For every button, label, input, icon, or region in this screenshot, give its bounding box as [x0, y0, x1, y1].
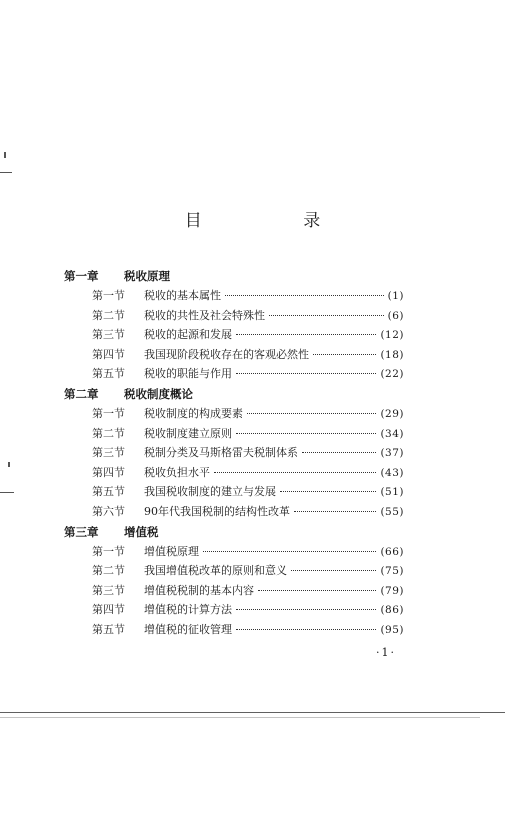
section-title: 税收制度建立原则	[144, 426, 232, 440]
dot-leader	[294, 511, 376, 512]
section-page: (18)	[380, 348, 404, 361]
chapter-heading	[64, 266, 404, 286]
section-page: (43)	[380, 466, 404, 479]
dot-leader	[236, 609, 376, 610]
chapter-number: 第二章	[64, 386, 99, 401]
scan-mark	[4, 152, 6, 158]
section-title: 增值税的计算方法	[144, 603, 232, 617]
section-page: (51)	[380, 486, 404, 499]
section-title: 税收的基本属性	[144, 289, 221, 302]
section-number: 第四节	[92, 465, 125, 479]
section-title: 税收的共性及社会特殊性	[144, 308, 265, 322]
toc-entry[interactable]	[64, 306, 404, 326]
dot-leader	[236, 373, 376, 374]
dot-leader	[302, 452, 376, 453]
chapter-2	[64, 384, 404, 522]
section-number: 第五节	[92, 367, 125, 381]
section-number: 第一节	[92, 289, 125, 302]
chapter-number: 第一章	[64, 269, 99, 283]
dot-leader	[214, 472, 376, 473]
divider	[0, 717, 480, 718]
section-page: (1)	[387, 290, 404, 302]
section-number: 第六节	[92, 504, 125, 518]
section-page: (6)	[387, 309, 404, 322]
section-number: 第三节	[92, 583, 125, 597]
section-list	[64, 542, 404, 640]
section-page: (29)	[380, 407, 404, 420]
toc-entry[interactable]	[64, 542, 404, 562]
section-title: 增值税的征收管理	[144, 622, 232, 636]
dot-leader	[225, 295, 384, 296]
section-page: (12)	[380, 329, 404, 342]
section-title: 增值税税制的基本内容	[144, 583, 254, 597]
toc-entry[interactable]	[64, 463, 404, 483]
toc-entry[interactable]	[64, 581, 404, 601]
section-number: 第四节	[92, 603, 125, 617]
page-number: ·1·	[376, 646, 396, 659]
section-title: 税收制度的构成要素	[144, 406, 243, 420]
divider	[0, 712, 505, 713]
dot-leader	[236, 629, 376, 630]
section-title: 我国税收制度的建立与发展	[144, 485, 276, 499]
page-title: 目 录	[184, 211, 369, 231]
scan-mark	[0, 172, 12, 173]
chapter-1	[64, 266, 404, 384]
toc-entry[interactable]	[64, 600, 404, 620]
section-number: 第一节	[92, 406, 125, 420]
section-number: 第三节	[92, 328, 125, 342]
table-of-contents	[64, 266, 404, 640]
toc-entry[interactable]	[64, 325, 404, 345]
section-page: (34)	[380, 427, 404, 440]
toc-entry[interactable]	[64, 620, 404, 640]
dot-leader	[313, 354, 376, 355]
toc-entry[interactable]	[64, 561, 404, 581]
section-title: 税制分类及马斯格雷夫税制体系	[144, 446, 298, 460]
section-page: (86)	[380, 604, 404, 617]
chapter-3	[64, 522, 404, 640]
toc-entry[interactable]	[64, 502, 404, 522]
dot-leader	[236, 433, 376, 434]
dot-leader	[280, 491, 376, 492]
dot-leader	[203, 551, 376, 552]
dot-leader	[236, 334, 376, 335]
chapter-number: 第三章	[64, 524, 99, 539]
section-number: 第三节	[92, 446, 125, 460]
scan-mark	[8, 462, 10, 467]
section-title: 税收的职能与作用	[144, 367, 232, 381]
dot-leader	[258, 590, 376, 591]
section-page: (79)	[380, 584, 404, 597]
toc-entry[interactable]	[64, 443, 404, 463]
dot-leader	[291, 570, 376, 571]
section-page: (55)	[380, 505, 404, 518]
toc-entry[interactable]	[64, 482, 404, 502]
section-page: (66)	[380, 545, 404, 558]
section-number: 第二节	[92, 426, 125, 440]
section-title: 我国增值税改革的原则和意义	[144, 564, 287, 578]
section-page: (75)	[380, 565, 404, 578]
section-number: 第二节	[92, 564, 125, 578]
toc-entry[interactable]	[64, 286, 404, 306]
section-title: 税收的起源和发展	[144, 328, 232, 342]
chapter-heading	[64, 384, 404, 404]
section-page: (22)	[380, 368, 404, 381]
toc-entry[interactable]	[64, 424, 404, 444]
section-title: 增值税原理	[144, 544, 199, 558]
section-number: 第五节	[92, 485, 125, 499]
chapter-title: 税收制度概论	[124, 386, 193, 401]
chapter-title: 增值税	[124, 524, 159, 539]
section-number: 第一节	[92, 544, 125, 558]
section-list	[64, 404, 404, 522]
dot-leader	[269, 315, 384, 316]
section-title: 税收负担水平	[144, 465, 210, 479]
section-title: 我国现阶段税收存在的客观必然性	[144, 347, 309, 361]
dot-leader	[247, 413, 376, 414]
section-number: 第四节	[92, 347, 125, 361]
toc-entry[interactable]	[64, 345, 404, 365]
section-title: 90年代我国税制的结构性改革	[144, 504, 290, 518]
section-page: (37)	[380, 447, 404, 460]
section-list	[64, 286, 404, 384]
section-number: 第五节	[92, 622, 125, 636]
chapter-title: 税收原理	[124, 269, 170, 283]
toc-entry[interactable]	[64, 364, 404, 384]
toc-entry[interactable]	[64, 404, 404, 424]
chapter-heading	[64, 522, 404, 542]
section-page: (95)	[380, 623, 404, 636]
scan-mark	[0, 492, 14, 493]
section-number: 第二节	[92, 308, 125, 322]
